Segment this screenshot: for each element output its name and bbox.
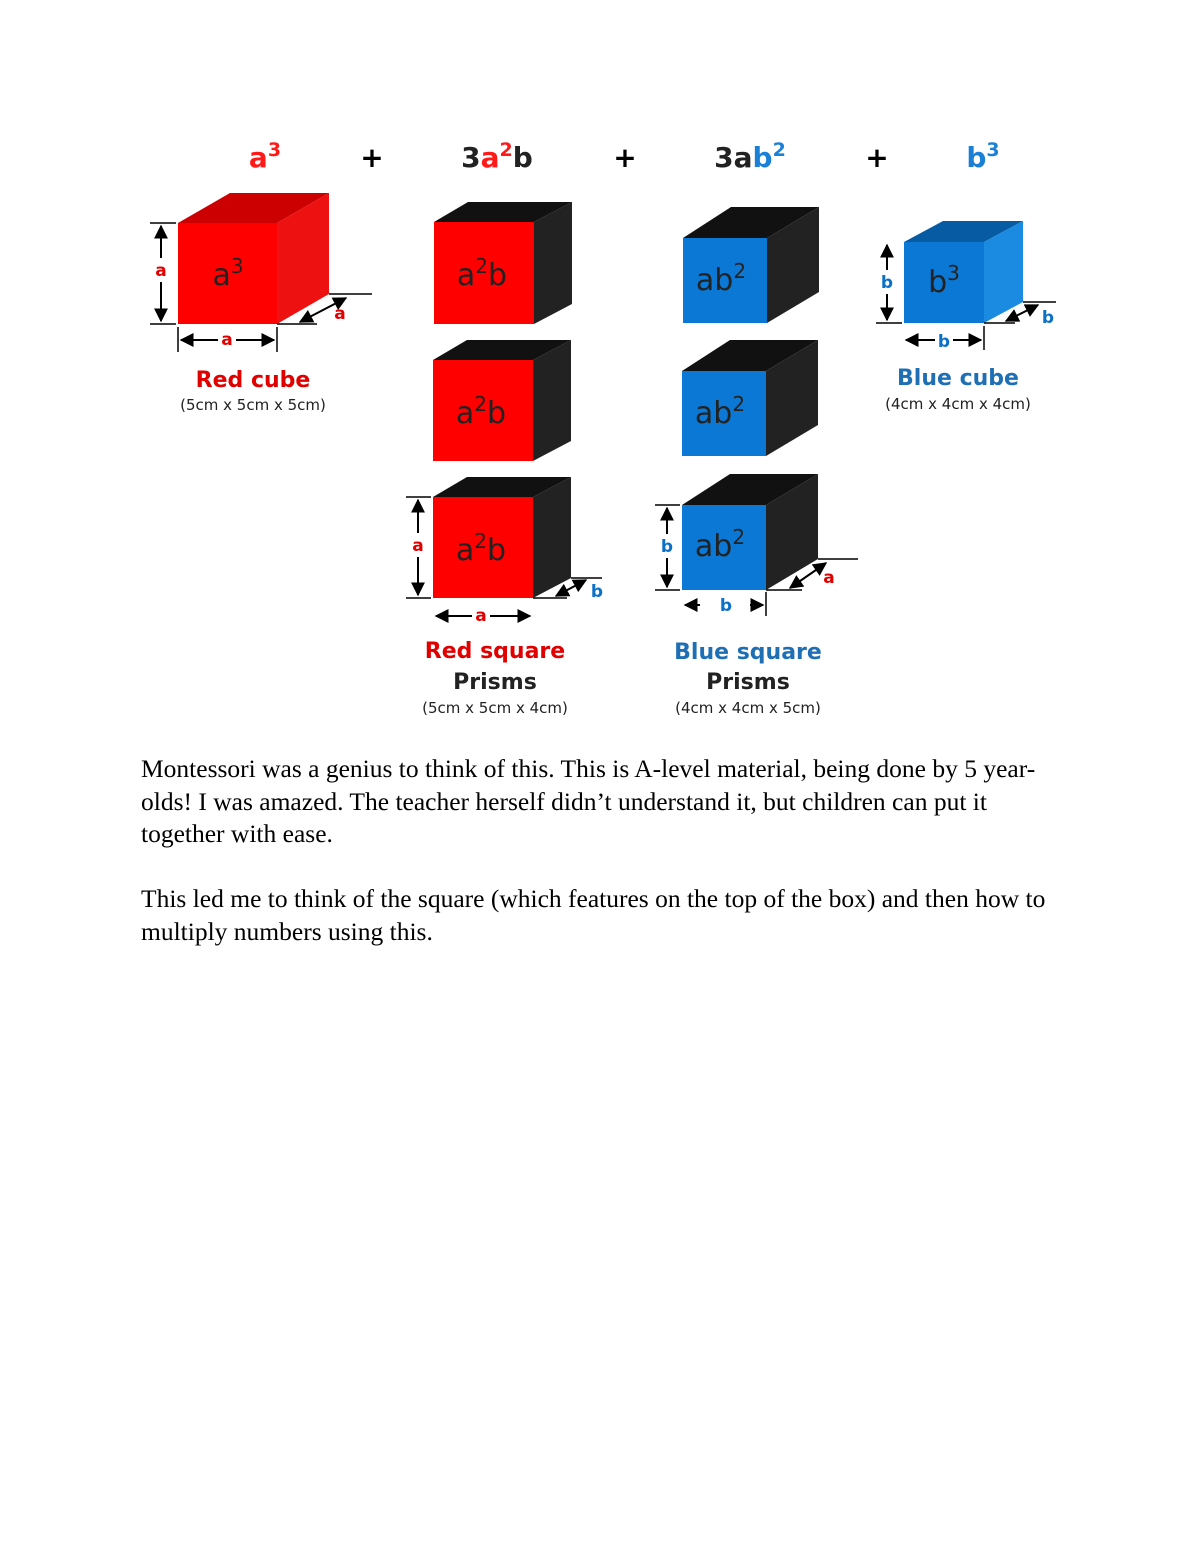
blue-prisms-title: Blue square: [674, 640, 822, 665]
term-exponent: 2: [772, 139, 786, 161]
red-prism-face-label: $a^2b$: [455, 392, 507, 431]
formula-header: [249, 139, 1000, 174]
blue-prism-face-label: $ab^2$: [695, 259, 747, 298]
dim-label-a: a: [475, 606, 487, 626]
term-exponent: 3: [986, 139, 1000, 161]
blue-prism-face-label: $ab^2$: [694, 392, 746, 431]
blue-prism-1: [683, 207, 819, 323]
term-a-cubed: [249, 139, 281, 174]
dim-label-b: b: [719, 596, 733, 616]
term-3a2b: [461, 139, 533, 174]
red-cube-face-label: $a^3$: [212, 254, 244, 293]
dim-label-a: a: [823, 568, 835, 588]
red-prisms-subtitle: Prisms: [453, 670, 537, 695]
term-exponent: 2: [499, 139, 513, 161]
red-cube: [150, 193, 372, 352]
blue-cube-face-label: $b^3$: [928, 261, 960, 300]
blue-prisms-size: (4cm x 4cm x 5cm): [675, 699, 821, 717]
term-coefficient: 3: [461, 141, 481, 174]
dim-label-a: a: [221, 330, 233, 350]
blue-prism-3: [655, 474, 858, 616]
red-cube-size: (5cm x 5cm x 5cm): [180, 396, 326, 414]
red-prism-2: [433, 340, 571, 461]
blue-cube-size: (4cm x 4cm x 4cm): [885, 395, 1031, 413]
dim-label-b: b: [880, 273, 894, 293]
blue-prisms-subtitle: Prisms: [706, 670, 790, 695]
body-paragraph: This led me to think of the square (which features on the top of the box) and then how to multiply numbers using this.: [141, 884, 1046, 946]
plus-sign: +: [360, 141, 384, 174]
red-prism-1: [434, 202, 572, 324]
binomial-cube-figure: [0, 0, 1200, 740]
dim-label-b: b: [937, 332, 951, 352]
term-variable: b: [512, 141, 533, 174]
dim-label-b: b: [660, 537, 674, 557]
red-prism-face-label: $a^2b$: [456, 254, 508, 293]
red-prisms-title: Red square: [424, 639, 566, 664]
term-variable: b: [752, 141, 773, 174]
plus-sign: +: [613, 141, 637, 174]
red-prism-3: [406, 477, 603, 626]
plus-sign: +: [865, 141, 889, 174]
red-prism-face-label: $a^2b$: [455, 529, 507, 568]
blue-cube-title: Blue cube: [897, 366, 1019, 391]
blue-cube: [876, 221, 1056, 352]
term-variable: a: [480, 141, 500, 174]
blue-prism-face-label: $ab^2$: [694, 525, 746, 564]
blue-prism-2: [682, 340, 818, 456]
term-variable: a: [248, 141, 268, 174]
term-exponent: 3: [267, 139, 282, 161]
dim-label-b: b: [590, 582, 604, 602]
term-coefficient: 3: [714, 141, 734, 174]
dim-label-a: a: [334, 304, 346, 324]
red-cube-title: Red cube: [195, 368, 311, 393]
term-b-cubed: [966, 139, 999, 174]
term-3ab2: [714, 139, 786, 174]
term-variable: a: [733, 141, 753, 174]
dim-label-b: b: [1041, 308, 1055, 328]
dim-label-a: a: [155, 261, 167, 281]
red-prisms-size: (5cm x 5cm x 4cm): [422, 699, 568, 717]
body-paragraph: Montessori was a genius to think of this. This is A-level material, being done by 5 year-olds! I was amazed. The teacher herself didn’t understand it, but children can put it together with ease.: [141, 754, 1036, 848]
dim-label-a: a: [412, 536, 424, 556]
term-variable: b: [966, 141, 987, 174]
